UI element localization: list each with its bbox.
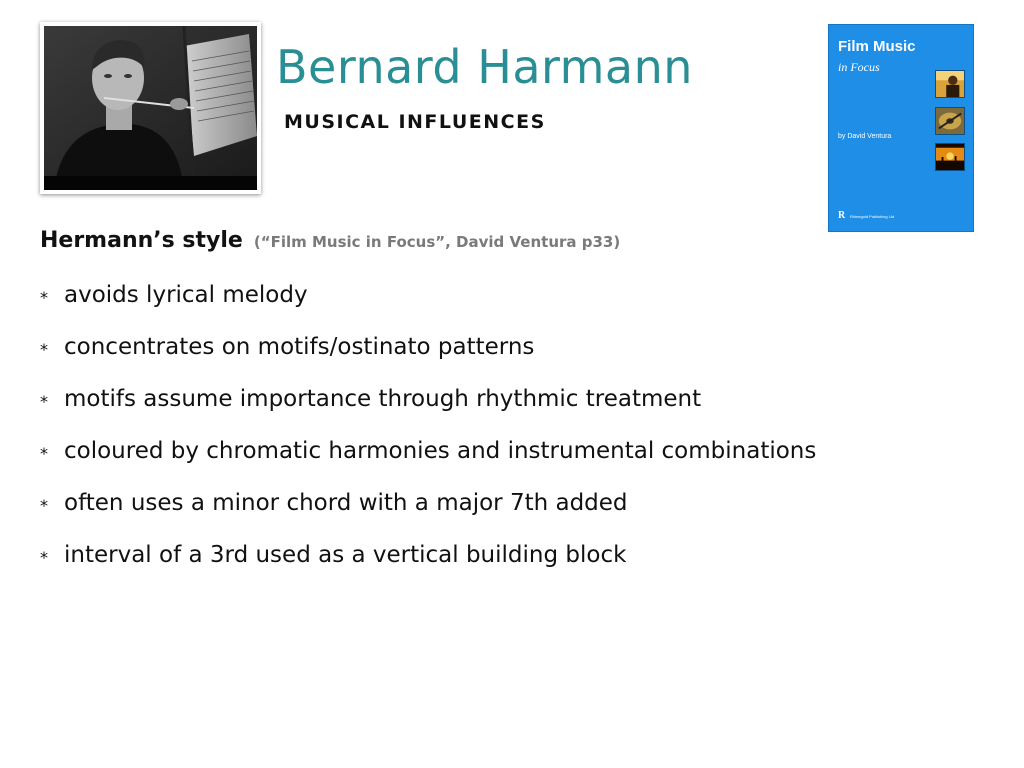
book-publisher: Rhinegold Publishing Ltd bbox=[850, 214, 895, 219]
bullet-star: * bbox=[40, 340, 48, 359]
bullet-text: coloured by chromatic harmonies and instrumental combinations bbox=[64, 438, 817, 464]
bullet-star: * bbox=[40, 288, 48, 307]
bullet-star: * bbox=[40, 496, 48, 515]
bullet-text: concentrates on motifs/ostinato patterns bbox=[64, 334, 535, 360]
style-heading bbox=[40, 228, 620, 253]
book-cover bbox=[828, 24, 974, 232]
list-item bbox=[40, 380, 816, 432]
book-thumb-conductor-icon bbox=[935, 70, 965, 98]
bullet-text: interval of a 3rd used as a vertical building block bbox=[64, 542, 627, 568]
book-title: Film Music bbox=[838, 38, 916, 55]
bullet-star: * bbox=[40, 548, 48, 567]
list-item bbox=[40, 328, 816, 380]
book-author: by David Ventura bbox=[838, 133, 892, 140]
publisher-logo: R bbox=[838, 210, 846, 221]
style-heading-text: Hermann’s style bbox=[40, 228, 243, 253]
list-item bbox=[40, 276, 816, 328]
list-item bbox=[40, 432, 816, 484]
bullet-list bbox=[40, 276, 816, 588]
slide-title: Bernard Harmann bbox=[276, 40, 693, 94]
portrait-photo bbox=[40, 22, 261, 194]
portrait-image bbox=[44, 26, 257, 190]
list-item bbox=[40, 484, 816, 536]
book-thumb-sunset-icon bbox=[935, 143, 965, 171]
bullet-star: * bbox=[40, 392, 48, 411]
style-source: (“Film Music in Focus”, David Ventura p33) bbox=[253, 233, 621, 251]
book-subtitle: in Focus bbox=[838, 60, 880, 74]
bullet-star: * bbox=[40, 444, 48, 463]
bullet-text: avoids lyrical melody bbox=[64, 282, 308, 308]
book-thumb-film-reel-icon bbox=[935, 107, 965, 135]
list-item bbox=[40, 536, 816, 588]
slide-subtitle: MUSICAL INFLUENCES bbox=[284, 111, 546, 133]
bullet-text: motifs assume importance through rhythmic treatment bbox=[64, 386, 702, 412]
bullet-text: often uses a minor chord with a major 7th added bbox=[64, 490, 628, 516]
